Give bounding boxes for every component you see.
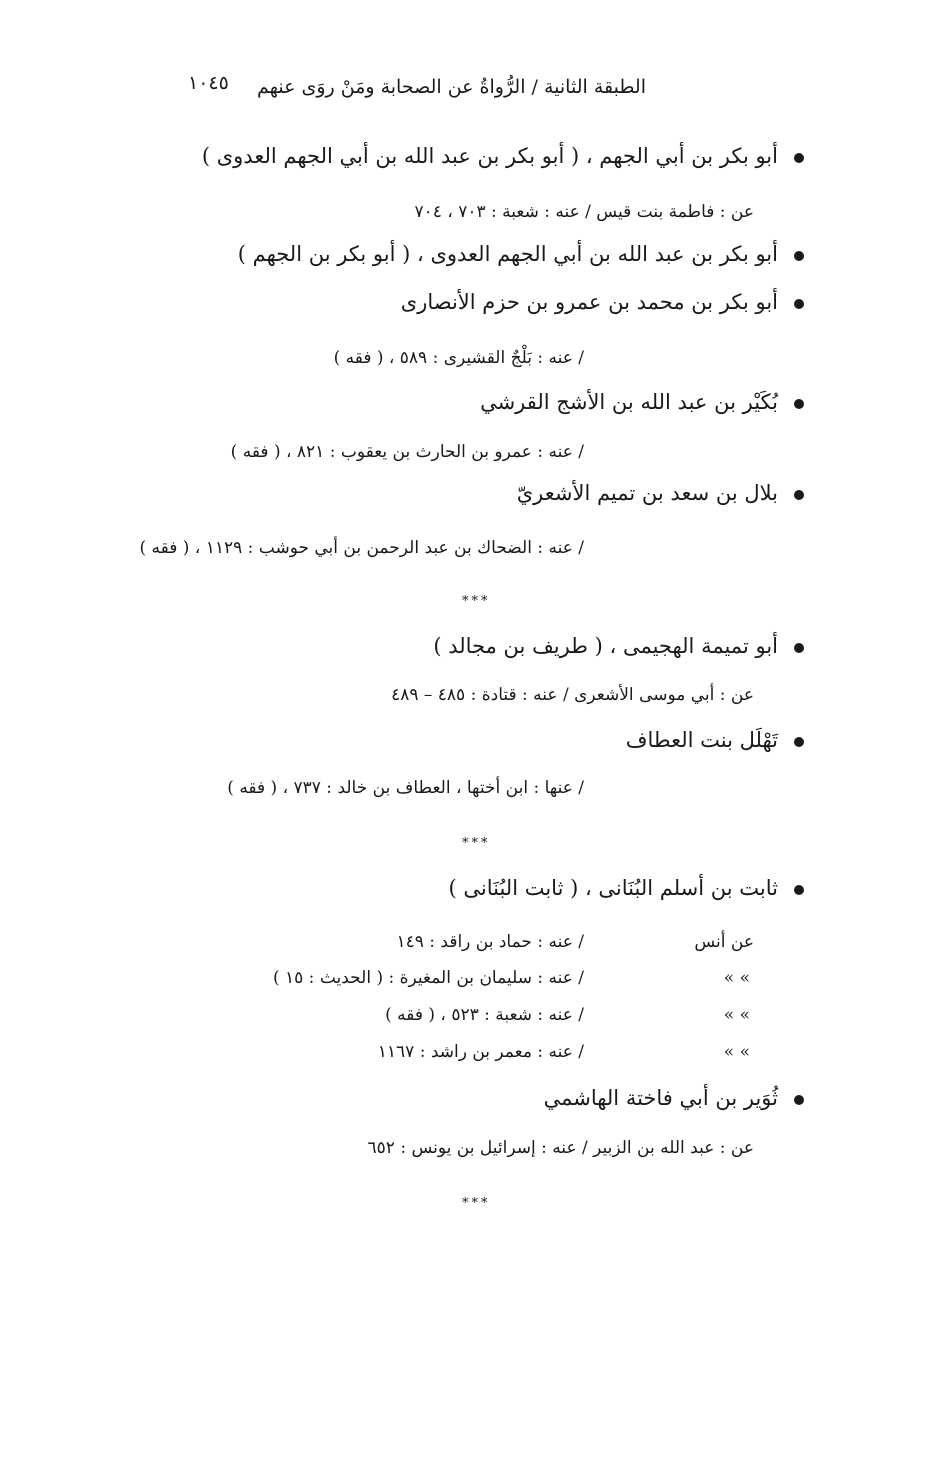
bullet-icon [794,299,804,309]
bullet-icon [794,885,804,895]
narrator-name: ثابت بن أسلم البُنَانى ، ( ثابت البُنَانى ) [448,876,778,900]
narrator-name: أبو بكر بن أبي الجهم ، ( أبو بكر بن عبد الله بن أبي الجهم العدوى ) [201,144,778,168]
narrator-details: / عنه : حماد بن راقد : ١٤٩ [396,932,584,952]
running-title: الطبقة الثانية / الرُّواةُ عن الصحابة ومَنْ روَى عنهم [256,76,646,98]
page-number: ١٠٤٥ [188,72,229,94]
section-separator: *** [462,594,491,609]
bullet-icon [794,490,804,500]
narrator-name: أبو بكر بن محمد بن عمرو بن حزم الأنصارى [400,290,778,314]
narrator-details: / عنه : شعبة : ٥٢٣ ، ( فقه ) [385,1005,584,1025]
bullet-icon [794,643,804,653]
narrator-details: عن : أبي موسى الأشعرى / عنه : قتادة : ٤٨٥ – ٤٨٩ [391,685,754,705]
bullet-icon [794,737,804,747]
bullet-icon [794,251,804,261]
narrator-details: / عنها : ابن أختها ، العطاف بن خالد : ٧٣٧ ، ( فقه ) [227,778,584,798]
ditto-mark: » » [723,1005,750,1025]
narrator-details: / عنه : الضحاك بن عبد الرحمن بن أبي حوشب : ١١٢٩ ، ( فقه ) [139,538,584,558]
narrator-name: بلال بن سعد بن تميم الأشعريّ [516,481,778,505]
bullet-icon [794,399,804,409]
narrator-name: أبو تميمة الهجيمى ، ( طريف بن مجالد ) [433,634,778,658]
narrator-name: أبو بكر بن عبد الله بن أبي الجهم العدوى ، ( أبو بكر بن الجهم ) [237,242,778,266]
narrator-details: / عنه : سليمان بن المغيرة : ( الحديث : ١٥ ) [272,968,584,988]
narrator-name: بُكَيْر بن عبد الله بن الأشج القرشي [480,390,778,414]
narrator-name: ثُوَير بن أبي فاختة الهاشمي [543,1086,778,1110]
ditto-mark: » » [723,968,750,988]
section-separator: *** [462,1196,491,1211]
narrator-details: عن : عبد الله بن الزبير / عنه : إسرائيل بن يونس : ٦٥٢ [367,1138,754,1158]
ditto-mark: » » [723,1042,750,1062]
narrator-details: / عنه : عمرو بن الحارث بن يعقوب : ٨٢١ ، ( فقه ) [230,442,584,462]
narrator-name: تَهْلَل بنت العطاف [625,728,778,752]
narrator-details: / عنه : معمر بن راشد : ١١٦٧ [377,1042,584,1062]
from-label: عن أنس [694,932,754,952]
section-separator: *** [462,836,491,851]
narrator-details: عن : فاطمة بنت قيس / عنه : شعبة : ٧٠٣ ، ٧٠٤ [414,202,754,222]
bullet-icon [794,1095,804,1105]
bullet-icon [794,153,804,163]
narrator-details: / عنه : بَلْجٌ القشيرى : ٥٨٩ ، ( فقه ) [333,348,584,368]
